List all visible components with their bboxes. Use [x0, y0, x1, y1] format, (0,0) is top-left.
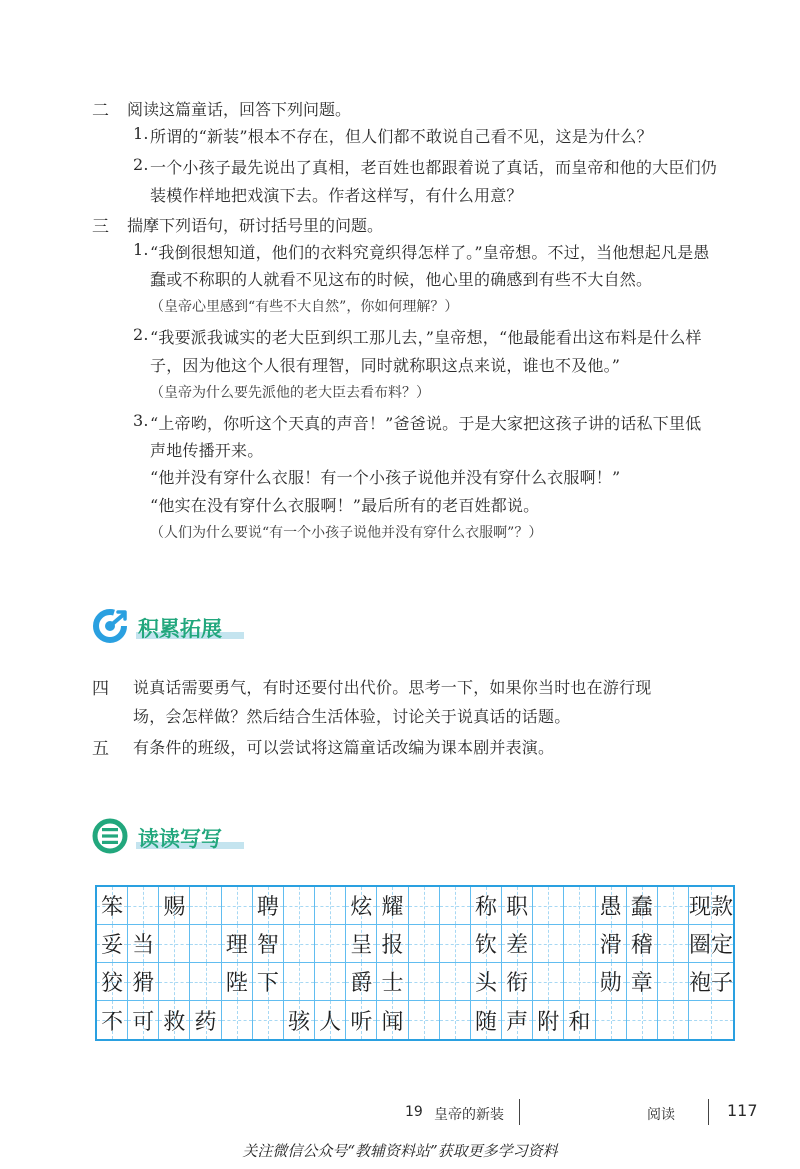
grid-cell	[658, 925, 689, 963]
grid-cell	[190, 963, 221, 1001]
grid-cell	[596, 1001, 627, 1039]
q3-number: 三	[92, 217, 109, 237]
footer-lesson-title: 皇帝的新装	[434, 1107, 504, 1123]
grid-cell	[346, 963, 377, 1001]
grid-char: 愚	[599, 895, 622, 920]
q2-number: 二	[92, 101, 109, 121]
bottom-note: 关注微信公众号“教辅资料站”获取更多学习资料	[242, 1142, 558, 1160]
grid-cell	[596, 887, 627, 925]
page-number: 117	[727, 1101, 758, 1120]
grid-cell	[284, 887, 315, 925]
grid-cell	[502, 1001, 533, 1039]
grid-cell	[440, 887, 471, 925]
grid-char: 称	[474, 895, 497, 920]
grid-cell	[346, 887, 377, 925]
grid-char: 章	[630, 971, 653, 996]
grid-cell	[377, 1001, 408, 1039]
grid-cell	[190, 887, 221, 925]
q2-item2-line1: 一个小孩子最先说出了真相，老百姓也都跟着说了真话，而皇帝和他的大臣们仍	[150, 158, 718, 177]
grid-cell	[627, 1001, 658, 1039]
grid-cell	[409, 887, 440, 925]
grid-cell	[533, 887, 564, 925]
grid-cell	[128, 963, 159, 1001]
footer-lesson-number: 19	[405, 1104, 423, 1120]
grid-cell	[159, 925, 190, 963]
grid-char: 附	[537, 1009, 560, 1035]
grid-cell	[284, 963, 315, 1001]
grid-cell	[253, 963, 284, 1001]
grid-cell	[502, 925, 533, 963]
grid-cell	[627, 887, 658, 925]
grid-cell	[502, 887, 533, 925]
grid-cell	[253, 1001, 284, 1039]
grid-char: 士	[381, 971, 404, 996]
grid-cell	[440, 925, 471, 963]
grid-cell	[689, 1001, 733, 1039]
grid-cell	[128, 925, 159, 963]
grid-char-extra: 子	[710, 971, 733, 996]
grid-char: 头	[474, 971, 497, 996]
q3-title: 揣摩下列语句，研讨括号里的问题。	[127, 216, 384, 235]
q3-item2-line2: 子，因为他这个人很有理智，同时就称职这点来说，谁也不及他。”	[150, 356, 621, 375]
q3-item3-line2: 声地传播开来。	[150, 441, 264, 460]
grid-cell	[689, 963, 733, 1001]
grid-char: 滑	[599, 933, 622, 958]
grid-char: 药	[194, 1009, 217, 1035]
vocab-grid	[95, 885, 735, 1041]
grid-cell	[596, 925, 627, 963]
grid-char: 蠢	[630, 895, 653, 920]
footer-divider-left	[519, 1099, 520, 1125]
grid-char: 陛	[225, 971, 248, 996]
grid-cell	[471, 887, 502, 925]
q3-item2-line1: “我要派我诚实的老大臣到织工那儿去，”皇帝想，“他最能看出这布料是什么样	[150, 328, 702, 347]
q3-item2-number: 2.	[133, 325, 149, 344]
q4-line1: 说真话需要勇气，有时还要付出代价。思考一下，如果你当时也在游行现	[133, 678, 652, 697]
grid-cell	[409, 925, 440, 963]
grid-char: 狡	[101, 971, 124, 996]
grid-char: 妥	[101, 933, 124, 958]
grid-cell	[315, 887, 346, 925]
grid-char: 衔	[506, 971, 529, 996]
grid-cell	[346, 925, 377, 963]
grid-cell	[377, 925, 408, 963]
grid-char: 猾	[132, 971, 155, 996]
grid-char: 下	[256, 971, 279, 996]
q2-item2-line2: 装模作样地把戏演下去。作者这样写，有什么用意？	[150, 186, 523, 205]
grid-cell	[440, 963, 471, 1001]
grid-char: 炫	[350, 895, 373, 920]
grid-cell	[596, 963, 627, 1001]
grid-cell	[222, 925, 253, 963]
grid-cell	[253, 925, 284, 963]
grid-char-extra: 定	[710, 933, 733, 958]
grid-cell	[315, 925, 346, 963]
grid-char: 现	[688, 895, 711, 920]
grid-char: 稽	[630, 933, 653, 958]
grid-char: 圈	[688, 933, 711, 958]
grid-cell	[471, 925, 502, 963]
grid-char: 闻	[381, 1009, 404, 1035]
list-lines-icon	[92, 818, 128, 858]
grid-char: 勋	[599, 971, 622, 996]
q3-item1-number: 1.	[133, 240, 149, 259]
grid-char: 呈	[350, 933, 373, 958]
grid-cell	[253, 887, 284, 925]
section-read-header	[92, 818, 222, 858]
grid-cell	[190, 925, 221, 963]
grid-cell	[315, 1001, 346, 1039]
grid-cell	[564, 925, 595, 963]
q5-line1: 有条件的班级，可以尝试将这篇童话改编为课本剧并表演。	[133, 738, 555, 757]
grid-char: 和	[568, 1009, 591, 1035]
grid-char: 人	[319, 1009, 342, 1035]
grid-cell	[377, 887, 408, 925]
grid-char: 赐	[163, 895, 186, 920]
grid-char: 聘	[256, 895, 279, 920]
grid-char: 理	[225, 933, 248, 958]
q3-item3-number: 3.	[133, 411, 149, 430]
grid-char: 爵	[350, 971, 373, 996]
grid-cell	[471, 963, 502, 1001]
grid-cell	[564, 887, 595, 925]
q3-item1-line2: 蠢或不称职的人就看不见这布的时候，他心里的确感到有些不大自然。	[150, 270, 653, 289]
grid-cell	[533, 1001, 564, 1039]
section-extend-header	[92, 608, 222, 648]
grid-char: 笨	[101, 895, 124, 920]
grid-char: 智	[256, 933, 279, 958]
grid-char: 骇	[288, 1009, 311, 1035]
q4-line2: 场，会怎样做？然后结合生活体验，讨论关于说真话的话题。	[133, 707, 571, 726]
q3-item3-line3: “他并没有穿什么衣服！有一个小孩子说他并没有穿什么衣服啊！”	[150, 468, 621, 487]
grid-cell	[159, 963, 190, 1001]
grid-cell	[377, 963, 408, 1001]
grid-char: 袍	[688, 971, 711, 996]
grid-char: 报	[381, 933, 404, 958]
grid-char: 声	[506, 1009, 529, 1035]
grid-cell	[564, 1001, 595, 1039]
grid-cell	[658, 963, 689, 1001]
section-extend-title: 积累拓展	[138, 617, 222, 641]
q2-item1-number: 1.	[133, 124, 149, 143]
grid-cell	[564, 963, 595, 1001]
grid-cell	[658, 887, 689, 925]
q2-item1-line1: 所谓的“新装”根本不存在，但人们都不敢说自己看不见，这是为什么？	[150, 127, 653, 146]
q3-item3-question: （人们为什么要说“有一个小孩子说他并没有穿什么衣服啊”？）	[150, 525, 543, 541]
grid-cell	[284, 925, 315, 963]
grid-char: 随	[474, 1009, 497, 1035]
grid-cell	[159, 887, 190, 925]
q4-number: 四	[92, 679, 109, 699]
grid-cell	[159, 1001, 190, 1039]
grid-cell	[409, 963, 440, 1001]
grid-cell	[409, 1001, 440, 1039]
grid-cell	[190, 1001, 221, 1039]
section-read-title: 读读写写	[138, 827, 222, 851]
grid-cell	[689, 925, 733, 963]
q3-item3-line4: “他实在没有穿什么衣服啊！”最后所有的老百姓都说。	[150, 496, 540, 515]
grid-cell	[533, 925, 564, 963]
grid-cell	[627, 963, 658, 1001]
grid-char: 钦	[474, 933, 497, 958]
grid-cell	[97, 887, 128, 925]
q3-item1-question: （皇帝心里感到“有些不大自然”，你如何理解？）	[150, 299, 459, 315]
grid-char: 救	[163, 1009, 186, 1035]
grid-cell	[346, 1001, 377, 1039]
q3-item3-line1: “上帝哟，你听这个天真的声音！”爸爸说。于是大家把这孩子讲的话私下里低	[150, 414, 702, 433]
grid-cell	[440, 1001, 471, 1039]
grid-cell	[471, 1001, 502, 1039]
footer-divider-right	[708, 1099, 709, 1125]
grid-cell	[222, 887, 253, 925]
grid-cell	[222, 1001, 253, 1039]
grid-char: 职	[506, 895, 529, 920]
grid-cell	[284, 1001, 315, 1039]
grid-char: 差	[506, 933, 529, 958]
grid-cell	[627, 925, 658, 963]
q3-item1-line1: “我倒很想知道，他们的衣料究竟织得怎样了。”皇帝想。不过，当他想起凡是愚	[150, 243, 710, 262]
grid-cell	[315, 963, 346, 1001]
q3-item2-question: （皇帝为什么要先派他的老大臣去看布料？）	[150, 385, 430, 401]
grid-cell	[502, 963, 533, 1001]
grid-char-extra: 款	[710, 895, 733, 920]
grid-cell	[128, 887, 159, 925]
grid-char: 听	[350, 1009, 373, 1035]
grid-cell	[128, 1001, 159, 1039]
q2-item2-number: 2.	[133, 155, 149, 174]
grid-char: 不	[101, 1009, 124, 1035]
grid-cell	[689, 887, 733, 925]
grid-cell	[222, 963, 253, 1001]
grid-char: 耀	[381, 895, 404, 920]
grid-cell	[658, 1001, 689, 1039]
grid-cell	[97, 963, 128, 1001]
grid-cell	[97, 925, 128, 963]
grid-char: 当	[132, 933, 155, 958]
grid-cell	[533, 963, 564, 1001]
q2-title: 阅读这篇童话，回答下列问题。	[127, 100, 352, 119]
q5-number: 五	[92, 739, 109, 759]
refresh-arrow-icon	[92, 608, 128, 648]
grid-cell	[97, 1001, 128, 1039]
grid-char: 可	[132, 1009, 155, 1035]
footer-unit: 阅读	[647, 1107, 675, 1123]
